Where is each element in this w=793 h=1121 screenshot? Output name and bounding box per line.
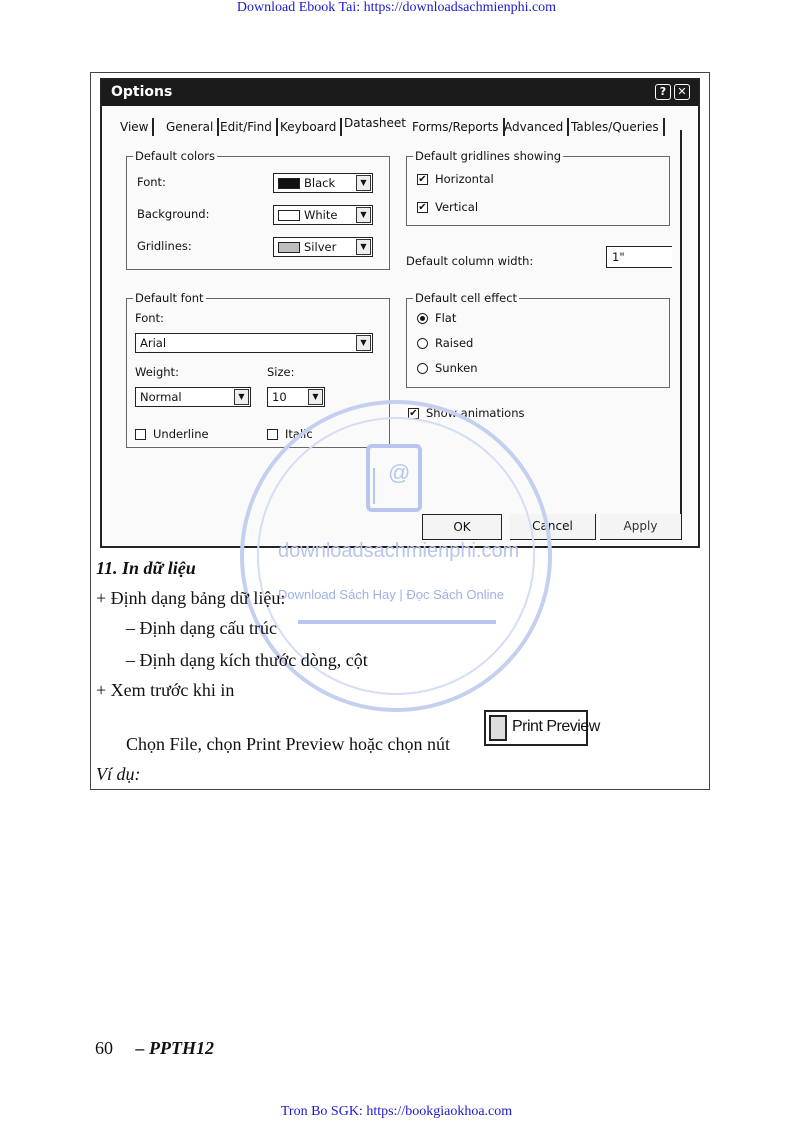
raised-radio[interactable] <box>417 338 428 349</box>
column-width-label: Default column width: <box>406 254 534 268</box>
weight-select[interactable] <box>135 387 251 407</box>
gridlines-color-label: Gridlines: <box>137 239 192 253</box>
vertical-label: Vertical <box>435 200 479 214</box>
help-icon[interactable]: ? <box>655 84 671 100</box>
column-width-input[interactable] <box>606 246 672 268</box>
tab-panel-border <box>680 130 682 520</box>
font-color-swatch <box>278 178 300 189</box>
weight-value: Normal <box>140 390 182 404</box>
cell-effect-group <box>406 291 670 388</box>
section-heading: 11. In dữ liệu <box>96 558 196 578</box>
print-preview-icon <box>489 715 507 741</box>
text-line-5: Chọn File, chọn Print Preview hoặc chọn nút <box>126 734 450 754</box>
size-value: 10 <box>272 390 287 404</box>
tab-general[interactable]: General <box>166 118 219 136</box>
print-preview-label: Print Preview <box>512 718 600 735</box>
column-width-value: 1" <box>612 250 625 264</box>
apply-button[interactable]: Apply <box>600 514 682 540</box>
flat-label: Flat <box>435 311 457 325</box>
horizontal-checkbox[interactable]: ✔ <box>418 174 427 185</box>
tab-forms-reports[interactable]: Forms/Reports <box>412 118 505 136</box>
ok-button[interactable]: OK <box>422 514 502 540</box>
font-name-label: Font: <box>135 311 164 325</box>
chevron-down-icon[interactable]: ▼ <box>356 239 371 255</box>
dialog-titlebar <box>102 80 698 106</box>
gridlines-showing-group <box>406 149 670 226</box>
tab-advanced[interactable]: Advanced <box>504 118 569 136</box>
font-color-select[interactable] <box>273 173 373 193</box>
default-font-title: Default font <box>135 291 204 305</box>
gridlines-color-select[interactable] <box>273 237 373 257</box>
italic-checkbox[interactable] <box>267 429 278 440</box>
watermark-at-icon: @ <box>388 460 411 485</box>
size-select[interactable] <box>267 387 325 407</box>
page-footer <box>95 1038 214 1059</box>
background-color-select[interactable] <box>273 205 373 225</box>
sunken-label: Sunken <box>435 361 478 375</box>
font-name-value: Arial <box>140 336 167 350</box>
chevron-down-icon[interactable]: ▼ <box>356 335 371 351</box>
text-line-1: + Định dạng bảng dữ liệu: <box>96 588 286 608</box>
font-name-select[interactable] <box>135 333 373 353</box>
example-label: Ví dụ: <box>96 764 141 784</box>
sunken-radio[interactable] <box>417 363 428 374</box>
gridlines-color-value: Silver <box>304 240 337 254</box>
watermark-tagline: Download Sách Hay | Đọc Sách Online <box>278 587 504 602</box>
background-color-label: Background: <box>137 207 210 221</box>
print-preview-button[interactable] <box>484 710 600 746</box>
chevron-down-icon[interactable]: ▼ <box>308 389 323 405</box>
default-colors-group <box>126 149 390 270</box>
show-animations-label: Show animations <box>426 406 525 420</box>
tab-keyboard[interactable]: Keyboard <box>280 118 342 136</box>
underline-checkbox[interactable] <box>135 429 146 440</box>
text-line-3: – Định dạng kích thước dòng, cột <box>126 650 368 670</box>
underline-label: Underline <box>153 427 209 441</box>
italic-label: Italic <box>285 427 313 441</box>
font-color-value: Black <box>304 176 336 190</box>
size-label: Size: <box>267 365 295 379</box>
vertical-checkbox[interactable]: ✔ <box>418 202 427 213</box>
chevron-down-icon[interactable]: ▼ <box>234 389 249 405</box>
gridlines-color-swatch <box>278 242 300 253</box>
watermark-site: downloadsachmienphi.com <box>278 540 520 562</box>
text-line-4: + Xem trước khi in <box>96 680 235 700</box>
raised-label: Raised <box>435 336 474 350</box>
tab-tables-queries[interactable]: Tables/Queries <box>571 118 665 136</box>
background-color-value: White <box>304 208 338 222</box>
cancel-button[interactable]: Cancel <box>510 514 596 540</box>
background-color-swatch <box>278 210 300 221</box>
font-color-label: Font: <box>137 175 166 189</box>
page-number: 60 <box>95 1038 113 1058</box>
chevron-down-icon[interactable]: ▼ <box>356 207 371 223</box>
book-code: – PPTH12 <box>135 1038 214 1058</box>
show-animations-checkbox[interactable]: ✔ <box>409 408 418 419</box>
tab-datasheet[interactable]: Datasheet <box>344 116 406 130</box>
cell-effect-title: Default cell effect <box>415 291 518 305</box>
dialog-title: Options <box>111 84 173 100</box>
weight-label: Weight: <box>135 365 179 379</box>
flat-radio[interactable] <box>417 313 428 324</box>
default-colors-title: Default colors <box>135 149 215 163</box>
close-icon[interactable]: ✕ <box>674 84 690 100</box>
tab-edit-find[interactable]: Edit/Find <box>220 118 278 136</box>
tab-view[interactable]: View <box>120 118 154 136</box>
gridlines-showing-title: Default gridlines showing <box>415 149 562 163</box>
text-line-2: – Định dạng cấu trúc <box>126 618 277 638</box>
chevron-down-icon[interactable]: ▼ <box>356 175 371 191</box>
header-download-link[interactable]: Download Ebook Tai: https://downloadsachmienphi.com <box>236 0 557 15</box>
footer-download-link[interactable]: Tron Bo SGK: https://bookgiaokhoa.com <box>280 1104 513 1119</box>
default-font-group <box>126 291 390 448</box>
horizontal-label: Horizontal <box>435 172 494 186</box>
